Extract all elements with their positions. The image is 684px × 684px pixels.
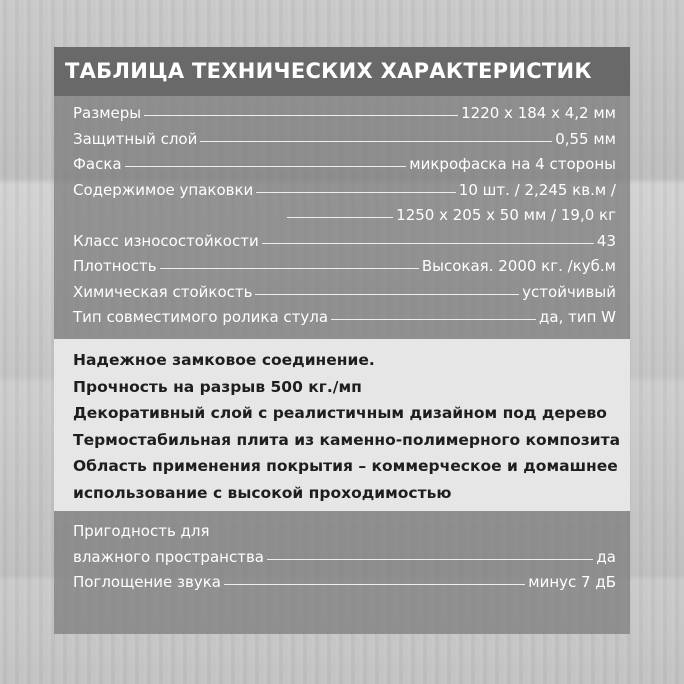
spec-row-chair-caster [54,308,630,334]
spec-row-density [54,257,630,283]
spec-label: Защитный слой [73,129,198,148]
leader-line [256,192,456,193]
leader-line [200,141,552,142]
leader-line [262,243,594,244]
feature-line: Термостабильная плита из каменно-полимерного композита [73,430,621,449]
spec-label: Класс износостойкости [73,231,259,250]
extra-row-suitability-heading [54,522,630,548]
spec-label: Плотность [73,257,157,275]
extra-value: да [596,547,616,566]
spec-label: Размеры [73,104,142,122]
extra-label: Поглощение звука [73,573,221,591]
spec-label: Тип совместимого ролика стула [73,308,329,326]
extra-row-sound-absorption [54,573,630,599]
leader-line [267,559,593,560]
spec-row-package-contents-cont [54,206,630,232]
spec-row-dimensions [54,104,630,130]
title-text: ТАБЛИЦА ТЕХНИЧЕСКИХ ХАРАКТЕРИСТИК [65,59,592,83]
spec-row-wear-class [54,232,630,258]
extras-section [54,511,630,634]
spec-value: 1250 х 205 х 50 мм / 19,0 кг [396,206,616,224]
spec-value: 43 [596,231,616,250]
spec-label: Содержимое упаковки [73,180,254,199]
feature-line: использование с высокой проходимостью [73,483,452,502]
spec-value: да, тип W [539,308,616,326]
spec-table-title [54,47,630,96]
specs-section [54,96,630,339]
leader-line [160,268,419,269]
leader-line [255,294,519,295]
spec-row-protective-layer [54,130,630,156]
extra-label: влажного пространства [73,547,264,566]
spec-value: 10 шт. / 2,245 кв.м / [458,180,616,199]
feature-line: Декоративный слой с реалистичным дизайном под дерево [73,404,607,422]
extra-row-wet-area [54,548,630,574]
spec-row-package-contents [54,181,630,207]
spec-label: Химическая стойкость [73,282,253,301]
spec-label: Фаска [73,155,122,173]
spec-value: 1220 х 184 х 4,2 мм [461,104,616,122]
leader-line [144,115,458,116]
extra-label: Пригодность для [73,522,210,540]
spec-row-chemical-resistance [54,283,630,309]
feature-line: Прочность на разрыв 500 кг./мп [73,377,362,396]
spec-value: Высокая. 2000 кг. /куб.м [421,257,616,275]
leader-line [125,166,407,167]
spec-value: 0,55 мм [555,129,616,148]
features-section [54,339,630,511]
extra-value: минус 7 дБ [528,573,616,591]
feature-line: Надежное замковое соединение. [73,351,375,369]
spec-value: микрофаска на 4 стороны [409,155,616,173]
spec-row-bevel [54,155,630,181]
leader-line [331,319,536,320]
spec-value: устойчивый [522,282,616,301]
feature-line: Область применения покрытия – коммерческое и домашнее [73,457,618,475]
leader-line [224,584,525,585]
leader-line [287,217,393,218]
